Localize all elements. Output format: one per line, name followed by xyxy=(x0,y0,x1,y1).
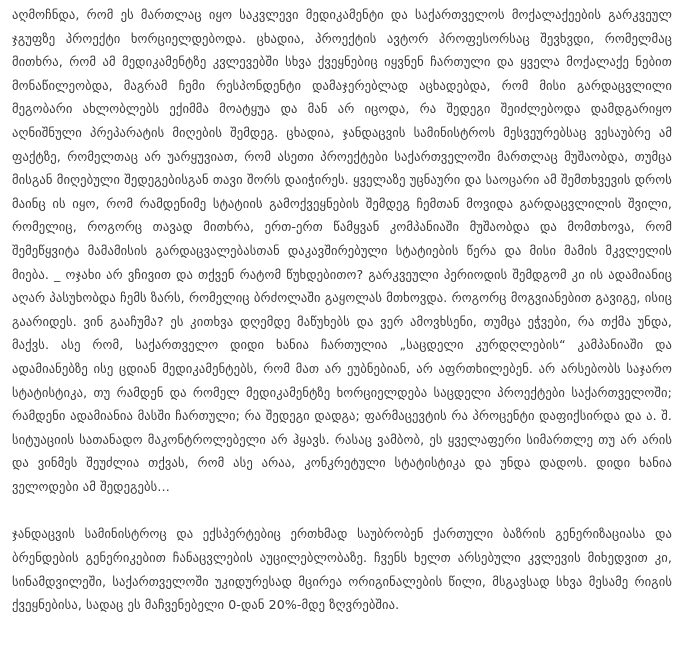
article-body xyxy=(12,0,672,617)
article-paragraph-1: აღმოჩნდა, რომ ეს მართლაც იყო საკვლევი მედიკამენტი და საქართველოს მოქალაქეების გარკვეულ ჯგუფზე პროექტი ხორციელდებოდა. ცხადია, პროექტის ავტორ პროფესორსაც შევხვდი, რომელმაც მითხრა, რომ ამ მედიკამენტზე კვლევებში სხვა ქვეყნებიც იყვნენ ჩართული და ყველა მოქალაქე ნებით მონაწილეობდა, მაგრამ ჩემი რესპონდენტი დამაჯერებლად აცხადებდა, რომ მისი გარდაცვლილი მეგობარი ახლობლებს ექიმმა მოატყუა და მან არ იცოდა, რა შედეგი შეიძლებოდა დამდგარიყო აღნიშნული პრეპარატის მიღების შემდეგ. ცხადია, ჯანდაცვის სამინისტროს მესვეურებსაც ვესაუბრე ამ ფაქტზე, რომელთაც არ უარყუვიათ, რომ ასეთი პროექტები საქართველოში მართლაც მუშაობდა, თუმცა მისგან მიღებული შედეგებისგან თავი შორს დაიჭირეს. ყველაზე უცნაური და საოცარი ამ შემთხვევის დროს მაინც ის იყო, რომ რამდენიმე სტატიის გამოქვეყნების შემდეგ ჩემთან მოვიდა გარდაცვლილის შვილი, რომელიც, როგორც თავად მითხრა, ერთ-ერთ წამყვან კომპანიაში მუშაობდა და მომთხოვა, რომ შემეწყვიტა მამამისის გარდაცვალებასთან დაკავშირებული სტატიების წერა და მისი მამის მკვლელის მიება. _ ოჯახი არ ვჩივით და თქვენ რატომ წუხდებითო? გარკვეული პერიოდის შემდგომ კი ის ადამიანიც აღარ პასუხობდა ჩემს ზარს, რომელიც ბრძოლაში გაყოლას მთხოვდა. როგორც მოგვიანებით გავიგე, ისიც გაარიდეს. ვინ გააჩუმა? ეს კითხვა დღემდე მაწუხებს და ვერ ამოვხსენი, თუმცა ეჭვები, რა თქმა უნდა, მაქვს. ასე რომ, საქართველო დიდი ხანია ჩართულია „საცდელი კურდღლების“ კამპანიაში და ადამიანებზე ისე ცდიან მედიკამენტებს, რომ მათ არ ეუბნებიან, არ აფრთხილებენ. არ არსებობს საჯარო სტატისტიკა, თუ რამდენ და რომელ მედიკამენტზე ხორციელდება საცდელი პროექტები საქართველოში; რამდენი ადამიანია მასში ჩართული; რა შედეგი დადგა; ფარმაცევტის რა პროცენტი დაფიქსირდა და ა. შ. სიტუაციის სათანადო მაკონტროლებელი არ ჰყავს. რასაც ვამბობ, ეს ყველაფერი სიმართლე თუ არ არის და ვინმეს შეუძლია თქვას, რომ ასე არაა, კონკრეტული სტატისტიკა და უნდა დადოს. დიდი ხანია ველოდები ამ შედეგებს… xyxy=(12,7,672,494)
article-paragraph-2: ჯანდაცვის სამინისტროც და ექსპერტებიც ერთხმად საუბრობენ ქართული ბაზრის გენერიზაციასა და ბრენდების გენერიკებით ჩანაცვლების აუცილებლობაზე. ჩვენს ხელთ არსებული კვლევის მიხედვით კი, სინამდვილეში, საქართველოში უკიდურესად მცირეა ორიგინალების წილი, მსგავსად სხვა მესამე რიგის ქვეყნებისა, სადაც ეს მაჩვენებელი 0-დან 20%-მდე ზღვრებშია. xyxy=(12,526,672,613)
